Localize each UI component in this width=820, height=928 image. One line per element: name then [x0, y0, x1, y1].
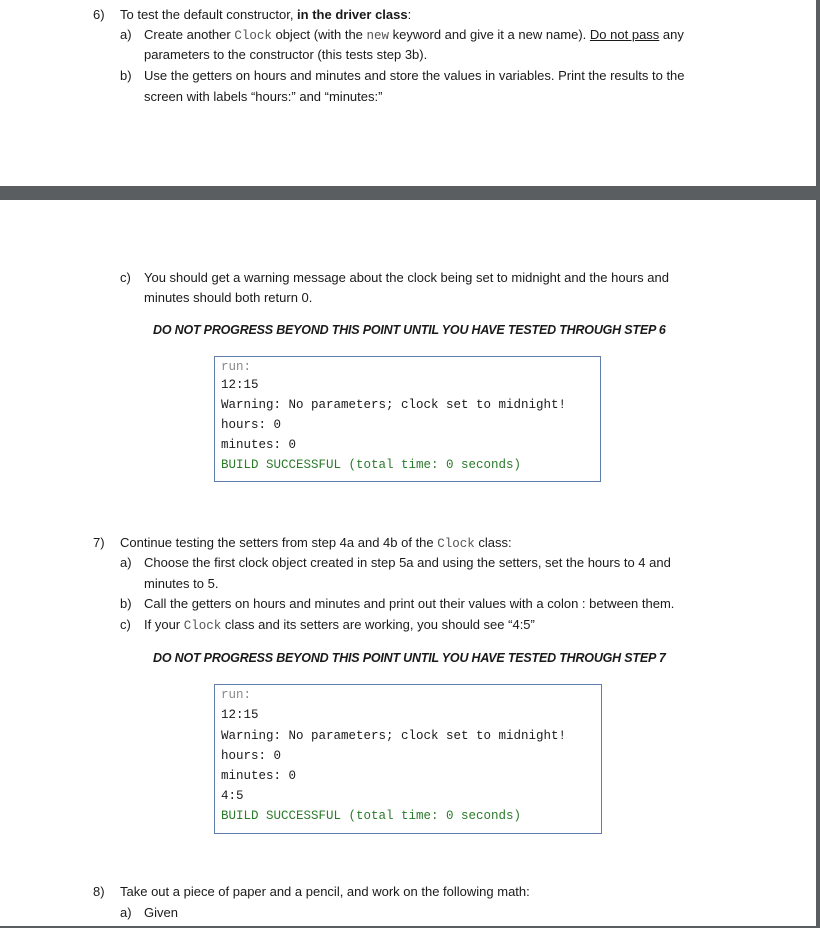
console-minutes-line: minutes: 0 [221, 438, 297, 452]
step7-number: 7) [93, 535, 105, 550]
step6b-label: b) [120, 68, 132, 83]
console-warning-line: Warning: No parameters; clock set to midnight! [221, 398, 567, 412]
console-build-line: BUILD SUCCESSFUL (total time: 0 seconds) [221, 809, 522, 823]
console-warning-line: Warning: No parameters; clock set to midnight! [221, 729, 567, 743]
step6b-line1: Use the getters on hours and minutes and store the values in variables. Print the results to the [144, 68, 685, 83]
step6c-line1: You should get a warning message about the clock being set to midnight and the hours and [144, 270, 669, 285]
page-top [0, 0, 817, 186]
console-time-line: 12:15 [221, 378, 259, 392]
step6c-label: c) [120, 270, 131, 285]
step6-number: 6) [93, 7, 105, 22]
console-run-line: run: [221, 360, 252, 374]
step6-intro: To test the default constructor, in the driver class: [120, 7, 412, 22]
console-hours-line: hours: 0 [221, 749, 282, 763]
step7a-line1: Choose the first clock object created in step 5a and using the setters, set the hours to 4 and [144, 555, 671, 570]
console-build-line: BUILD SUCCESSFUL (total time: 0 seconds) [221, 458, 522, 472]
console-minutes-line: minutes: 0 [221, 769, 297, 783]
step7c-label: c) [120, 617, 131, 632]
step6a-line1: Create another Clock object (with the new keyword and give it a new name). Do not pass any [144, 27, 684, 43]
step7c-line1: If your Clock class and its setters are working, you should see “4:5” [144, 617, 535, 633]
console-run-line: run: [221, 688, 252, 702]
console-result-line: 4:5 [221, 789, 244, 803]
step6a-line2: parameters to the constructor (this tests step 3b). [144, 47, 428, 62]
step7b-line1: Call the getters on hours and minutes and print out their values with a colon : between them. [144, 596, 675, 611]
step8-intro: Take out a piece of paper and a pencil, and work on the following math: [120, 884, 530, 899]
console-hours-line: hours: 0 [221, 418, 282, 432]
step7a-line2: minutes to 5. [144, 576, 219, 591]
step7-checkpoint-heading: DO NOT PROGRESS BEYOND THIS POINT UNTIL YOU HAVE TESTED THROUGH STEP 7 [153, 651, 666, 665]
step8a-label: a) [120, 905, 132, 920]
viewer-edge [816, 0, 820, 928]
step6c-line2: minutes should both return 0. [144, 290, 313, 305]
step7b-label: b) [120, 596, 132, 611]
step7-intro: Continue testing the setters from step 4a and 4b of the Clock class: [120, 535, 512, 551]
step6b-line2: screen with labels “hours:” and “minutes:” [144, 89, 383, 104]
step8a-line1: Given [144, 905, 178, 920]
page-break [0, 186, 820, 200]
step6-console-output [214, 356, 601, 482]
console-time-line: 12:15 [221, 708, 259, 722]
step7a-label: a) [120, 555, 132, 570]
step8-number: 8) [93, 884, 105, 899]
step6-checkpoint-heading: DO NOT PROGRESS BEYOND THIS POINT UNTIL YOU HAVE TESTED THROUGH STEP 6 [153, 323, 666, 337]
page-bottom [0, 200, 817, 928]
step7-console-output [214, 684, 602, 834]
step6a-label: a) [120, 27, 132, 42]
